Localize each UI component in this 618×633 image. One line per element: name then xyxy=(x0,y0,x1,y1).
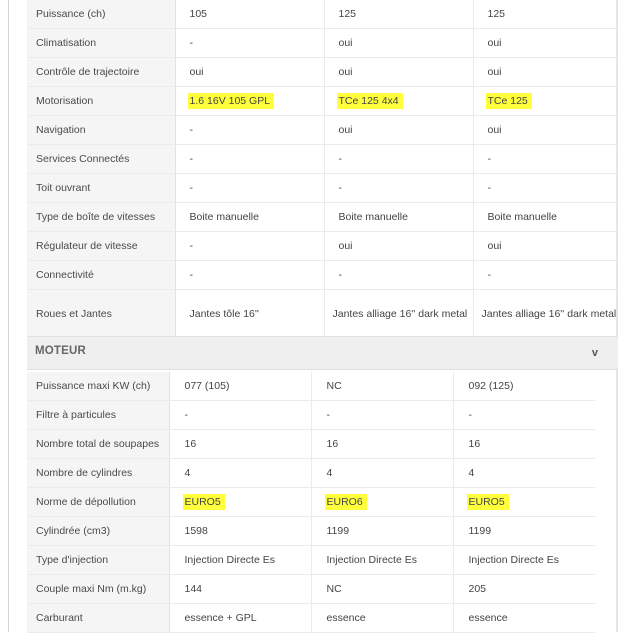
row-label: Toit ouvrant xyxy=(27,174,175,203)
highlighted-value: EURO5 xyxy=(183,494,225,510)
cell-value: oui xyxy=(473,29,618,58)
table-row xyxy=(27,174,618,203)
cell-value: Boite manuelle xyxy=(473,203,618,232)
table-row xyxy=(27,401,595,430)
row-label: Filtre à particules xyxy=(27,401,169,430)
table-row xyxy=(27,87,618,116)
row-label: Climatisation xyxy=(27,29,175,58)
row-label: Couple maxi Nm (m.kg) xyxy=(27,575,169,604)
cell-value: 4 xyxy=(453,459,595,488)
cell-value: - xyxy=(175,29,324,58)
cell-value: - xyxy=(175,232,324,261)
table-row xyxy=(27,517,595,546)
row-label: Type d'injection xyxy=(27,546,169,575)
cell-value: oui xyxy=(324,116,473,145)
table-row xyxy=(27,459,595,488)
table-row xyxy=(27,0,618,29)
cell-value: Injection Directe Es xyxy=(169,546,311,575)
row-label: Nombre total de soupapes xyxy=(27,430,169,459)
cell-value: 4 xyxy=(169,459,311,488)
row-label: Navigation xyxy=(27,116,175,145)
table-row xyxy=(27,261,618,290)
cell-value: 1199 xyxy=(311,517,453,546)
cell-value: 16 xyxy=(311,430,453,459)
table-row xyxy=(27,290,618,339)
cell-value: 16 xyxy=(169,430,311,459)
cell-value: NC xyxy=(311,372,453,401)
row-label: Type de boîte de vitesses xyxy=(27,203,175,232)
table-row xyxy=(27,546,595,575)
cell-value: 144 xyxy=(169,575,311,604)
row-label: Régulateur de vitesse xyxy=(27,232,175,261)
row-label: Roues et Jantes xyxy=(27,290,175,339)
row-label: Contrôle de trajectoire xyxy=(27,58,175,87)
table-row xyxy=(27,29,618,58)
cell-value: - xyxy=(175,145,324,174)
cell-value xyxy=(311,488,453,517)
highlighted-value: TCe 125 xyxy=(486,93,532,109)
cell-value xyxy=(473,87,618,116)
equipment-table xyxy=(27,0,618,339)
cell-value: - xyxy=(453,401,595,430)
cell-value xyxy=(169,488,311,517)
cell-value: Injection Directe Es xyxy=(311,546,453,575)
cell-value: oui xyxy=(175,58,324,87)
cell-value: - xyxy=(324,174,473,203)
cell-value: 205 xyxy=(453,575,595,604)
cell-value: oui xyxy=(324,58,473,87)
cell-value: 125 xyxy=(324,0,473,29)
cell-value: 4 xyxy=(311,459,453,488)
highlighted-value: EURO6 xyxy=(325,494,367,510)
cell-value: - xyxy=(473,145,618,174)
table-row xyxy=(27,604,595,633)
cell-value: - xyxy=(311,401,453,430)
row-label: Norme de dépollution xyxy=(27,488,169,517)
cell-value: 092 (125) xyxy=(453,372,595,401)
table-row xyxy=(27,116,618,145)
cell-value: Jantes alliage 16'' dark metal xyxy=(324,290,473,339)
highlighted-value: 1.6 16V 105 GPL xyxy=(188,93,275,109)
left-frame-line xyxy=(8,0,9,632)
table-row xyxy=(27,430,595,459)
cell-value: oui xyxy=(324,29,473,58)
cell-value: - xyxy=(175,174,324,203)
cell-value: oui xyxy=(473,232,618,261)
cell-value: oui xyxy=(473,58,618,87)
cell-value: 16 xyxy=(453,430,595,459)
moteur-section-header[interactable] xyxy=(27,336,618,370)
row-label: Services Connectés xyxy=(27,145,175,174)
cell-value xyxy=(324,87,473,116)
cell-value: 077 (105) xyxy=(169,372,311,401)
cell-value xyxy=(453,488,595,517)
cell-value: essence xyxy=(311,604,453,633)
cell-value xyxy=(175,87,324,116)
table-row xyxy=(27,203,618,232)
section-title: MOTEUR xyxy=(35,345,87,357)
cell-value: 1199 xyxy=(453,517,595,546)
cell-value: oui xyxy=(473,116,618,145)
cell-value: Jantes tôle 16'' xyxy=(175,290,324,339)
row-label: Nombre de cylindres xyxy=(27,459,169,488)
row-label: Connectivité xyxy=(27,261,175,290)
moteur-table xyxy=(27,372,595,633)
cell-value: - xyxy=(324,145,473,174)
chevron-down-icon[interactable]: v xyxy=(591,347,598,359)
highlighted-value: EURO5 xyxy=(467,494,509,510)
cell-value: essence + GPL xyxy=(169,604,311,633)
cell-value: Boite manuelle xyxy=(175,203,324,232)
cell-value: 1598 xyxy=(169,517,311,546)
table-row xyxy=(27,145,618,174)
cell-value: 105 xyxy=(175,0,324,29)
cell-value: - xyxy=(473,261,618,290)
row-label: Carburant xyxy=(27,604,169,633)
highlighted-value: TCe 125 4x4 xyxy=(337,93,403,109)
cell-value: Jantes alliage 16'' dark metal xyxy=(473,290,618,339)
cell-value: - xyxy=(175,261,324,290)
cell-value: Boite manuelle xyxy=(324,203,473,232)
cell-value: 125 xyxy=(473,0,618,29)
table-row xyxy=(27,232,618,261)
cell-value: - xyxy=(324,261,473,290)
row-label: Motorisation xyxy=(27,87,175,116)
table-row xyxy=(27,58,618,87)
table-row xyxy=(27,575,595,604)
cell-value: oui xyxy=(324,232,473,261)
table-row xyxy=(27,372,595,401)
cell-value: - xyxy=(175,116,324,145)
cell-value: - xyxy=(169,401,311,430)
cell-value: - xyxy=(473,174,618,203)
row-label: Puissance maxi KW (ch) xyxy=(27,372,169,401)
cell-value: NC xyxy=(311,575,453,604)
cell-value: Injection Directe Es xyxy=(453,546,595,575)
row-label: Cylindrée (cm3) xyxy=(27,517,169,546)
table-row xyxy=(27,488,595,517)
row-label: Puissance (ch) xyxy=(27,0,175,29)
cell-value: essence xyxy=(453,604,595,633)
